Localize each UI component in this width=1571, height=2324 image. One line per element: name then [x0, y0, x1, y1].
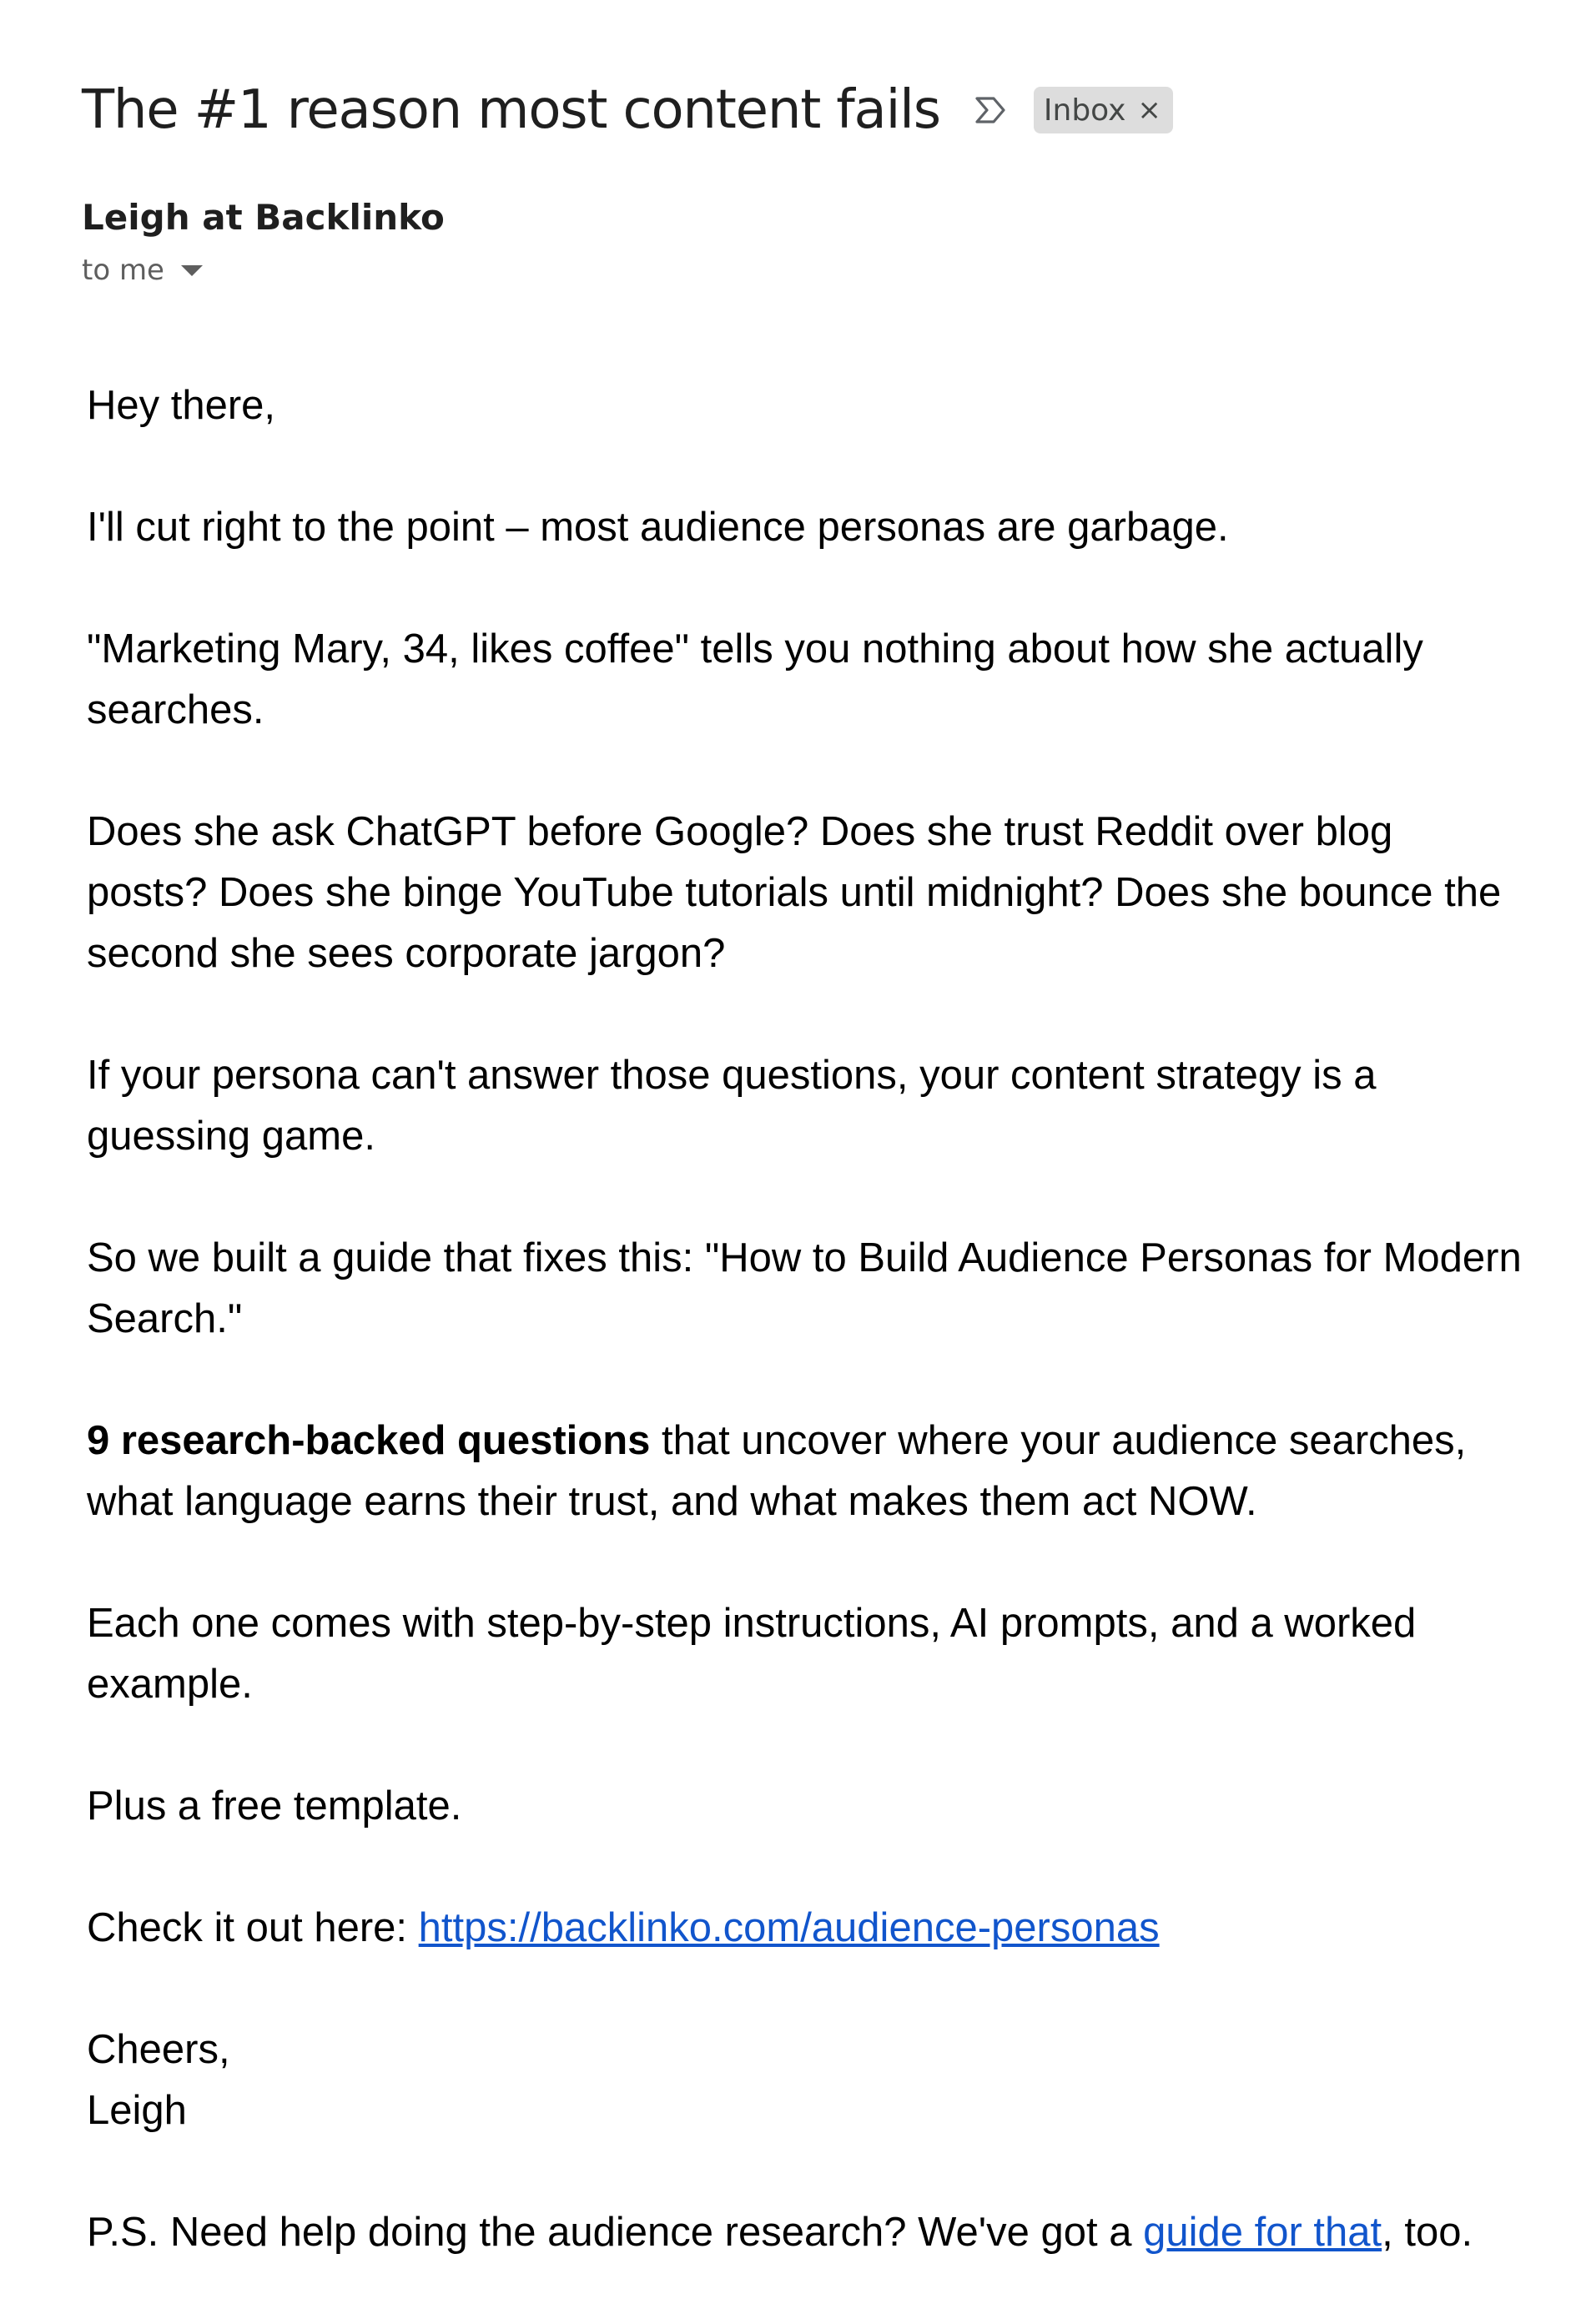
- body-paragraph: So we built a guide that fixes this: "How to Build Audience Personas for Modern Search.": [87, 1235, 1522, 1341]
- sender-name: Leigh at Backlinko: [82, 197, 445, 238]
- body-paragraph: Plus a free template.: [87, 1783, 462, 1829]
- email-body: [87, 375, 1522, 2324]
- signoff: Cheers,: [87, 2027, 230, 2072]
- email-header: [82, 77, 1173, 143]
- body-text: , too.: [1382, 2210, 1473, 2255]
- email-subject: The #1 reason most content fails: [82, 79, 940, 141]
- caret-down-icon[interactable]: [181, 265, 203, 276]
- importance-marker-icon[interactable]: [972, 92, 1009, 128]
- research-guide-link[interactable]: guide for that: [1143, 2210, 1382, 2255]
- recipient-details-toggle[interactable]: [82, 254, 203, 287]
- body-paragraph: [87, 1411, 1522, 1532]
- inbox-label-chip: [1034, 87, 1173, 133]
- body-text: that uncover where your audience searches, what language earns their trust, and what makes them act NOW.: [87, 1418, 1467, 1524]
- close-icon[interactable]: ×: [1137, 93, 1161, 127]
- label-text: Inbox: [1043, 93, 1126, 128]
- body-paragraph: If your persona can't answer those questions, your content strategy is a guessing game.: [87, 1053, 1377, 1159]
- signoff-block: [87, 2020, 1522, 2141]
- signature: Leigh: [87, 2088, 187, 2133]
- body-text: Check it out here:: [87, 1905, 419, 1950]
- body-text: P.S. Need help doing the audience research? We've got a: [87, 2210, 1144, 2255]
- body-paragraph: "Marketing Mary, 34, likes coffee" tells you nothing about how she actually searches.: [87, 626, 1423, 732]
- body-paragraph: [87, 1898, 1522, 1959]
- audience-personas-link[interactable]: https://backlinko.com/audience-personas: [418, 1905, 1160, 1950]
- body-paragraph: I'll cut right to the point – most audience personas are garbage.: [87, 505, 1229, 550]
- recipient-text: to me: [82, 254, 164, 287]
- body-paragraph: Each one comes with step-by-step instructions, AI prompts, and a worked example.: [87, 1601, 1417, 1707]
- greeting: Hey there,: [87, 383, 276, 428]
- body-paragraph: Does she ask ChatGPT before Google? Does she trust Reddit over blog posts? Does she binge YouTube tutorials until midnight? Does she bounce the second she sees corporate jargon?: [87, 809, 1502, 976]
- postscript: [87, 2202, 1522, 2263]
- bold-highlight: 9 research-backed questions: [87, 1418, 651, 1463]
